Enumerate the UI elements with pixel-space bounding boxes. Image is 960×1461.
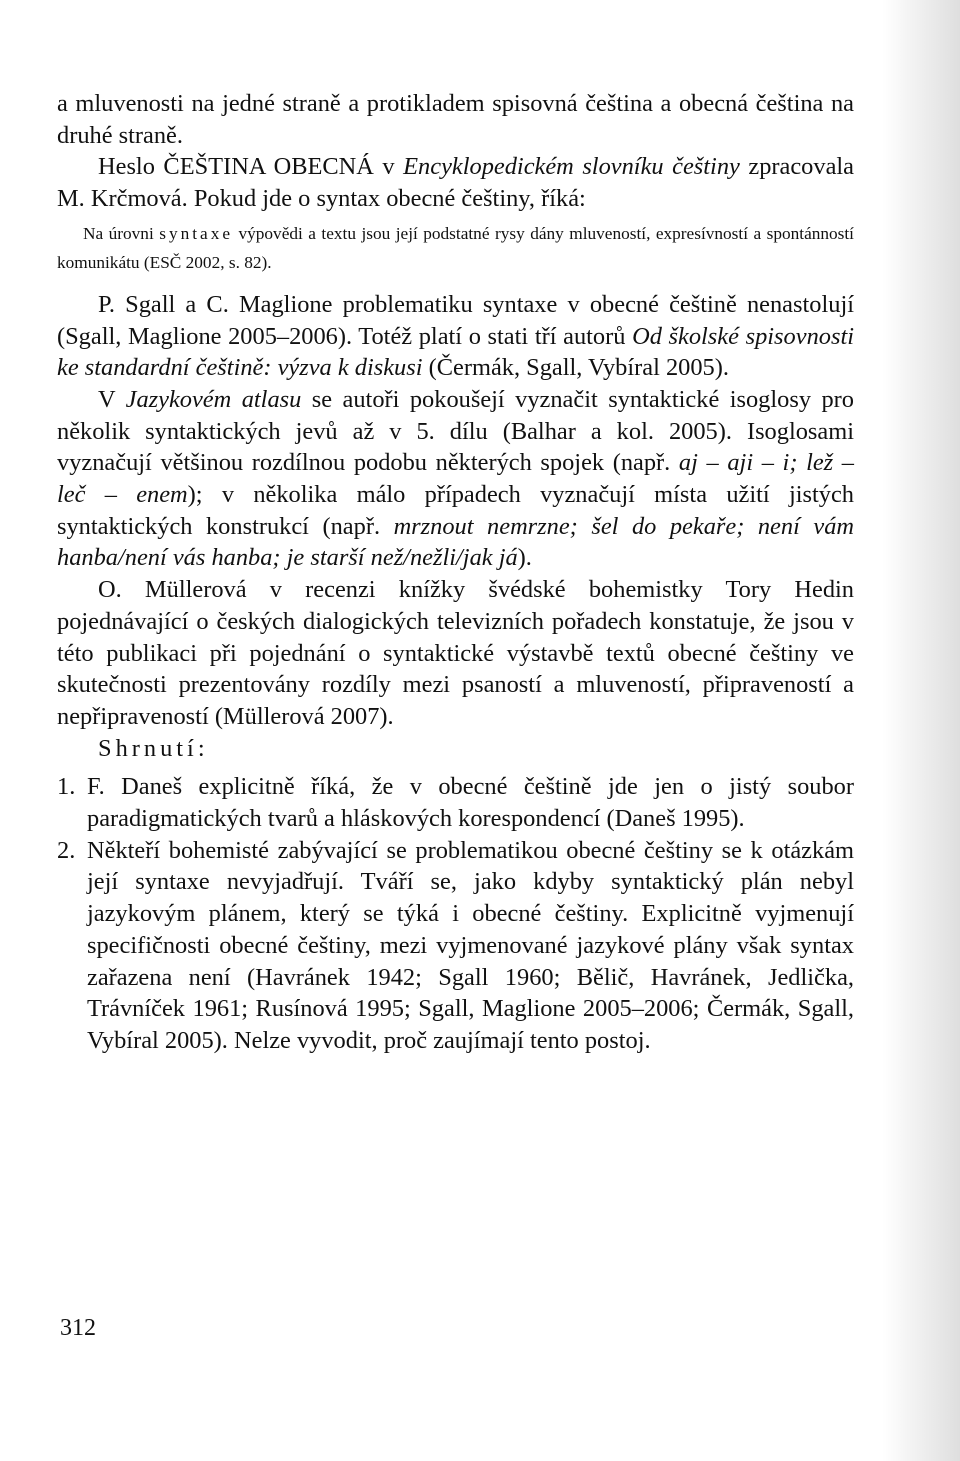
text-run: Na úrovni <box>83 223 160 243</box>
list-item-number: 1. <box>57 773 76 801</box>
paragraph-atlas <box>57 384 854 574</box>
list-item <box>57 771 854 834</box>
list-item <box>57 835 854 1057</box>
text-run: se autoři pokoušejí vyznačit syntaktické isoglosy pro několik syntaktických jevů až v 5. dílu (Balhar a kol. 2005). Isoglosami vyznačují většinou rozdílnou podobu některých spojek (např. <box>57 385 854 477</box>
summary-heading-text: Shrnutí <box>98 734 198 762</box>
italic-title: Encyklopedickém slovníku češtiny <box>403 153 740 181</box>
italic-examples: mrznout nemrzne; šel do pekaře; není vám hanba/není vás hanba; je starší než/nežli/jak já <box>57 512 854 572</box>
italic-examples: aj – aji – i; lež – leč – enem <box>57 449 854 509</box>
spaced-term: syntaxe <box>159 223 234 243</box>
text-run: (Čermák, Sgall, Vybíral 2005). <box>422 354 729 382</box>
paragraph-encyclopedia <box>57 151 854 214</box>
italic-title: Od školské spisovnosti ke standardní češtině: výzva k diskusi <box>57 322 854 382</box>
paragraph-sgall-maglione <box>57 289 854 384</box>
list-item-text: F. Daneš explicitně říká, že v obecné češtině jde jen o jistý soubor paradigmatických tvarů a hláskových korespondencí (Daneš 1995). <box>87 773 854 833</box>
list-item-text: Někteří bohemisté zabývající se problematikou obecné češtiny se k otázkám její syntaxe nevyjadřují. Tváří se, jako kdyby syntaktický plán nebyl jazykovým plánem, který se týká i obecné češtiny. Explicitně vyjmenují specifičnosti obecné češtiny, mezi vyjmenované jazykové plány však syntax zařazena není (Havránek 1942; Sgall 1960; Bělič, Havránek, Jedlička, Trávníček 1961; Rusínová 1995; Sgall, Maglione 2005–2006; Čermák, Sgall, Vybíral 2005). Nelze vyvodit, proč zaujímají tento postoj. <box>87 836 854 1054</box>
summary-heading-colon: : <box>197 734 205 762</box>
summary-heading <box>98 733 854 765</box>
page-body <box>57 88 854 1057</box>
text-run: ). <box>517 544 532 572</box>
page-number: 312 <box>60 1315 96 1341</box>
block-quote <box>57 219 854 277</box>
paragraph-mullerova: O. Müllerová v recenzi knížky švédské bohemistky Tory Hedin pojednávající o českých dialogických televizních pořadech konstatuje, že jsou v této publikaci při pojednání o syntaktické výstavbě textů obecné češtiny ve skutečnosti prezentovány rozdíly mezi psaností a mluveností, připraveností a nepřipraveností (Müllerová 2007). <box>57 576 854 730</box>
summary-list <box>57 771 854 1056</box>
text-run: V <box>98 385 126 413</box>
text-run: ); v několika málo případech vyznačují místa užití jistých syntaktických konstrukcí (např. <box>57 481 854 540</box>
text-run: výpovědi a textu jsou její podstatné rysy dány mluveností, expresívností a spontánností komunikátu (ESČ 2002, s. 82). <box>57 223 854 272</box>
page-edge-shadow <box>882 0 960 1461</box>
list-item-number: 2. <box>57 836 76 864</box>
text-run: Heslo ČEŠTINA OBECNÁ v <box>98 153 404 181</box>
text-run: zpracovala M. Krčmová. Pokud jde o syntax obecné češtiny, říká: <box>57 153 855 213</box>
paragraph-continuation: a mluvenosti na jedné straně a protikladem spisovná čeština a obecná čeština na druhé straně. <box>57 90 854 149</box>
text-run: P. Sgall a C. Maglione problematiku syntaxe v obecné češtině nenastolují (Sgall, Maglione 2005–2006). Totéž platí o stati tří autorů <box>57 290 854 350</box>
italic-title: Jazykovém atlasu <box>125 385 302 413</box>
